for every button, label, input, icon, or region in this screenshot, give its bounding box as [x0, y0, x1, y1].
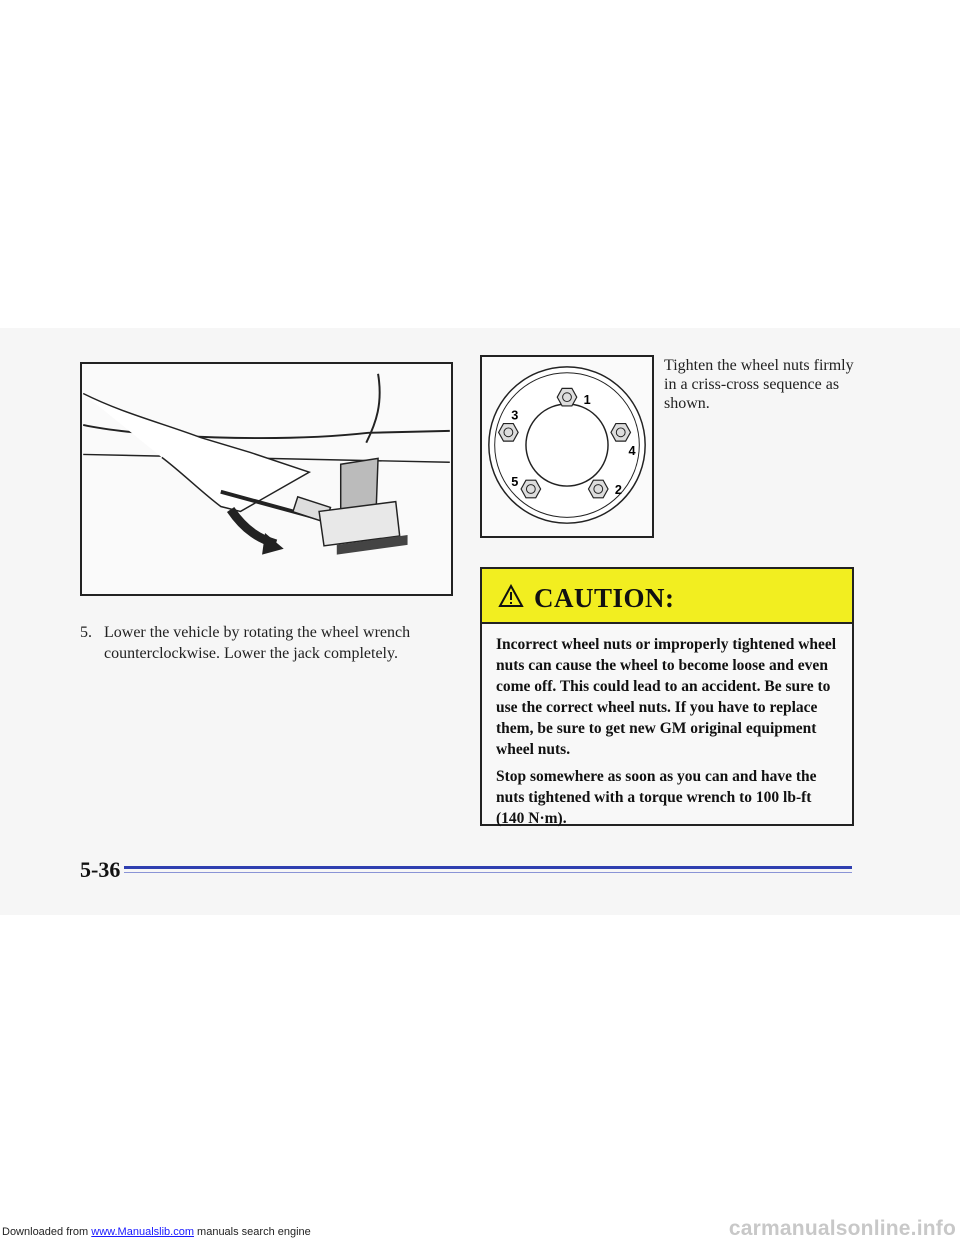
label-1: 1: [583, 393, 591, 407]
caution-box: [480, 567, 854, 826]
manualslib-link[interactable]: www.Manualslib.com: [91, 1226, 194, 1238]
nut-3: [499, 424, 519, 442]
nut-1: [557, 388, 577, 406]
wheel-nut-sequence-diagram: [480, 355, 654, 538]
label-2: 2: [614, 482, 622, 497]
warning-triangle-icon: [498, 584, 524, 608]
jack-wrench-drawing: [82, 364, 451, 594]
page-number: 5-36: [80, 857, 121, 882]
download-prefix: Downloaded from: [2, 1226, 92, 1238]
footer-rule: [124, 866, 852, 869]
caution-paragraph: Stop somewhere as soon as you can and have the nuts tightened with a torque wrench to 100 lb-ft (140 N·m).: [496, 768, 817, 827]
step-number: 5.: [80, 624, 92, 641]
wheel-hub-drawing: [482, 357, 652, 536]
nut-2: [588, 480, 608, 498]
caution-header: [482, 569, 852, 624]
footer-rule-thin: [124, 872, 852, 873]
step-5-instruction: [80, 622, 460, 664]
caution-title: CAUTION:: [534, 583, 675, 613]
label-4: 4: [628, 443, 636, 458]
step-text: Lower the vehicle by rotating the wheel wrench counterclockwise. Lower the jack completely.: [104, 624, 411, 662]
caution-body: [482, 624, 852, 829]
download-suffix: manuals search engine: [193, 1226, 311, 1238]
nut-4: [611, 424, 631, 442]
label-5: 5: [511, 475, 519, 490]
label-3: 3: [511, 408, 519, 423]
wheel-nut-instruction: Tighten the wheel nuts firmly in a criss-cross sequence as shown.: [664, 357, 854, 412]
download-source-line: [2, 1226, 311, 1238]
nut-5: [521, 480, 541, 498]
jack-lowering-illustration: [80, 362, 453, 596]
caution-paragraph: Incorrect wheel nuts or improperly tightened wheel nuts can cause the wheel to become loose and even come off. This could lead to an accident. Be sure to use the correct wheel nuts. If you have to replace them, be sure to get new GM original equipment wheel nuts.: [496, 636, 837, 758]
watermark: carmanualsonline.info: [728, 1217, 956, 1240]
